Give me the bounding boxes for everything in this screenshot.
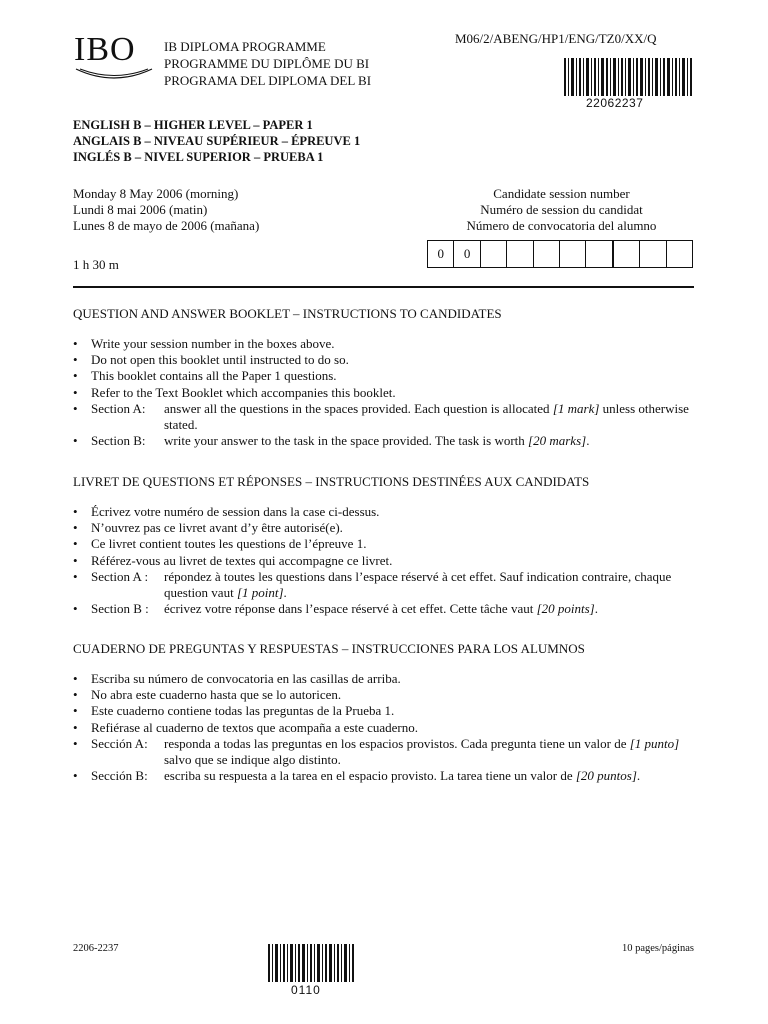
session-box[interactable] <box>586 241 613 267</box>
list-item <box>73 736 695 768</box>
item-text: escriba su respuesta a la tarea en el espacio provisto. La tarea tiene un valor de [20 puntos]. <box>164 768 641 784</box>
list-item <box>73 401 695 433</box>
session-box[interactable] <box>614 241 640 267</box>
date-es: Lunes 8 de mayo de 2006 (mañana) <box>73 218 260 233</box>
session-box[interactable] <box>640 241 666 267</box>
org-line-en: IB DIPLOMA PROGRAMME <box>164 39 326 54</box>
instructions-french <box>73 474 695 617</box>
instruction-list <box>73 671 695 784</box>
item-text: écrivez votre réponse dans l’espace réservé à cet effet. Cette tâche vaut [20 points]. <box>164 601 598 617</box>
instructions-english <box>73 306 695 449</box>
section-title: CUADERNO DE PREGUNTAS Y RESPUESTAS – INSTRUCCIONES PARA LOS ALUMNOS <box>73 641 585 656</box>
item-text: responda a todas las preguntas en los espacios provistos. Cada pregunta tiene un valor de [1 punto] salvo que se indique algo distinto. <box>164 735 680 768</box>
logo-text: IBO <box>74 31 136 68</box>
subject-line-fr: ANGLAIS B – NIVEAU SUPÉRIEUR – ÉPREUVE 1 <box>73 134 361 148</box>
logo-arc-icon <box>74 65 154 87</box>
session-box[interactable] <box>560 241 586 267</box>
list-item: • Ce livret contient toutes les questions de l’épreuve 1. <box>73 536 695 552</box>
exam-duration: 1 h 30 m <box>73 257 119 272</box>
list-item <box>73 569 695 601</box>
section-title: QUESTION AND ANSWER BOOKLET – INSTRUCTIONS TO CANDIDATES <box>73 306 502 321</box>
list-item: • N’ouvrez pas ce livret avant d’y être autorisé(e). <box>73 520 695 536</box>
list-item: • Refer to the Text Booklet which accompanies this booklet. <box>73 385 695 401</box>
item-label: • Section B : <box>91 601 149 617</box>
list-item: • This booklet contains all the Paper 1 questions. <box>73 368 695 384</box>
org-line-fr: PROGRAMME DU DIPLÔME DU BI <box>164 56 370 71</box>
paper-code: M06/2/ABENG/HP1/ENG/TZ0/XX/Q <box>455 31 657 46</box>
barcode-number: 22062237 <box>586 96 644 110</box>
item-label: • Section A : <box>91 568 149 584</box>
candidate-session-boxes[interactable] <box>427 240 693 268</box>
list-item: • Escriba su número de convocatoria en las casillas de arriba. <box>73 671 695 687</box>
instruction-list <box>73 504 695 617</box>
ibo-logo <box>74 33 154 88</box>
list-item: • No abra este cuaderno hasta que se lo autoricen. <box>73 687 695 703</box>
date-fr: Lundi 8 mai 2006 (matin) <box>73 202 208 217</box>
session-box[interactable] <box>667 241 692 267</box>
list-item <box>73 433 695 449</box>
instructions-spanish <box>73 641 695 784</box>
programme-names <box>164 38 371 89</box>
list-item: • Référez-vous au livret de textes qui accompagne ce livret. <box>73 553 695 569</box>
date-en: Monday 8 May 2006 (morning) <box>73 186 239 201</box>
subject-title <box>73 117 360 165</box>
session-box[interactable]: 0 <box>454 241 480 267</box>
csn-label-en: Candidate session number <box>493 186 630 201</box>
item-text: répondez à toutes les questions dans l’espace réservé à cet effet. Sauf indication contraire, chaque question vaut [1 point]. <box>164 568 672 601</box>
instruction-list <box>73 336 695 449</box>
list-item: • Write your session number in the boxes above. <box>73 336 695 352</box>
item-label: • Sección B: <box>91 768 148 784</box>
list-item: • Refiérase al cuaderno de textos que acompaña a este cuaderno. <box>73 720 695 736</box>
exam-dates <box>73 186 259 234</box>
org-line-es: PROGRAMA DEL DIPLOMA DEL BI <box>164 73 372 88</box>
session-box[interactable]: 0 <box>428 241 454 267</box>
session-box[interactable] <box>481 241 507 267</box>
subject-line-es: INGLÉS B – NIVEL SUPERIOR – PRUEBA 1 <box>73 150 324 164</box>
section-title: LIVRET DE QUESTIONS ET RÉPONSES – INSTRUCTIONS DESTINÉES AUX CANDIDATS <box>73 474 590 489</box>
footer-barcode-icon <box>268 944 356 982</box>
item-label: • Section A: <box>91 400 146 416</box>
csn-label-es: Número de convocatoria del alumno <box>466 218 657 233</box>
footer-barcode-number: 0110 <box>291 983 321 997</box>
subject-line-en: ENGLISH B – HIGHER LEVEL – PAPER 1 <box>73 118 313 132</box>
csn-label-fr: Numéro de session du candidat <box>480 202 643 217</box>
header-divider <box>73 286 694 288</box>
candidate-session-label <box>430 186 693 234</box>
barcode-icon <box>564 58 692 96</box>
session-box[interactable] <box>534 241 560 267</box>
list-item: • Do not open this booklet until instructed to do so. <box>73 352 695 368</box>
item-text: answer all the questions in the spaces provided. Each question is allocated [1 mark] unless otherwise stated. <box>164 400 689 433</box>
session-box[interactable] <box>507 241 533 267</box>
footer-code: 2206-2237 <box>73 943 119 954</box>
item-label: • Sección A: <box>91 735 148 751</box>
item-text: write your answer to the task in the space provided. The task is worth [20 marks]. <box>164 433 590 449</box>
page-count: 10 pages/páginas <box>621 943 694 954</box>
list-item <box>73 768 695 784</box>
list-item <box>73 601 695 617</box>
list-item: • Este cuaderno contiene todas las preguntas de la Prueba 1. <box>73 703 695 719</box>
item-label: • Section B: <box>91 433 146 449</box>
list-item: • Écrivez votre numéro de session dans la case ci-dessus. <box>73 504 695 520</box>
